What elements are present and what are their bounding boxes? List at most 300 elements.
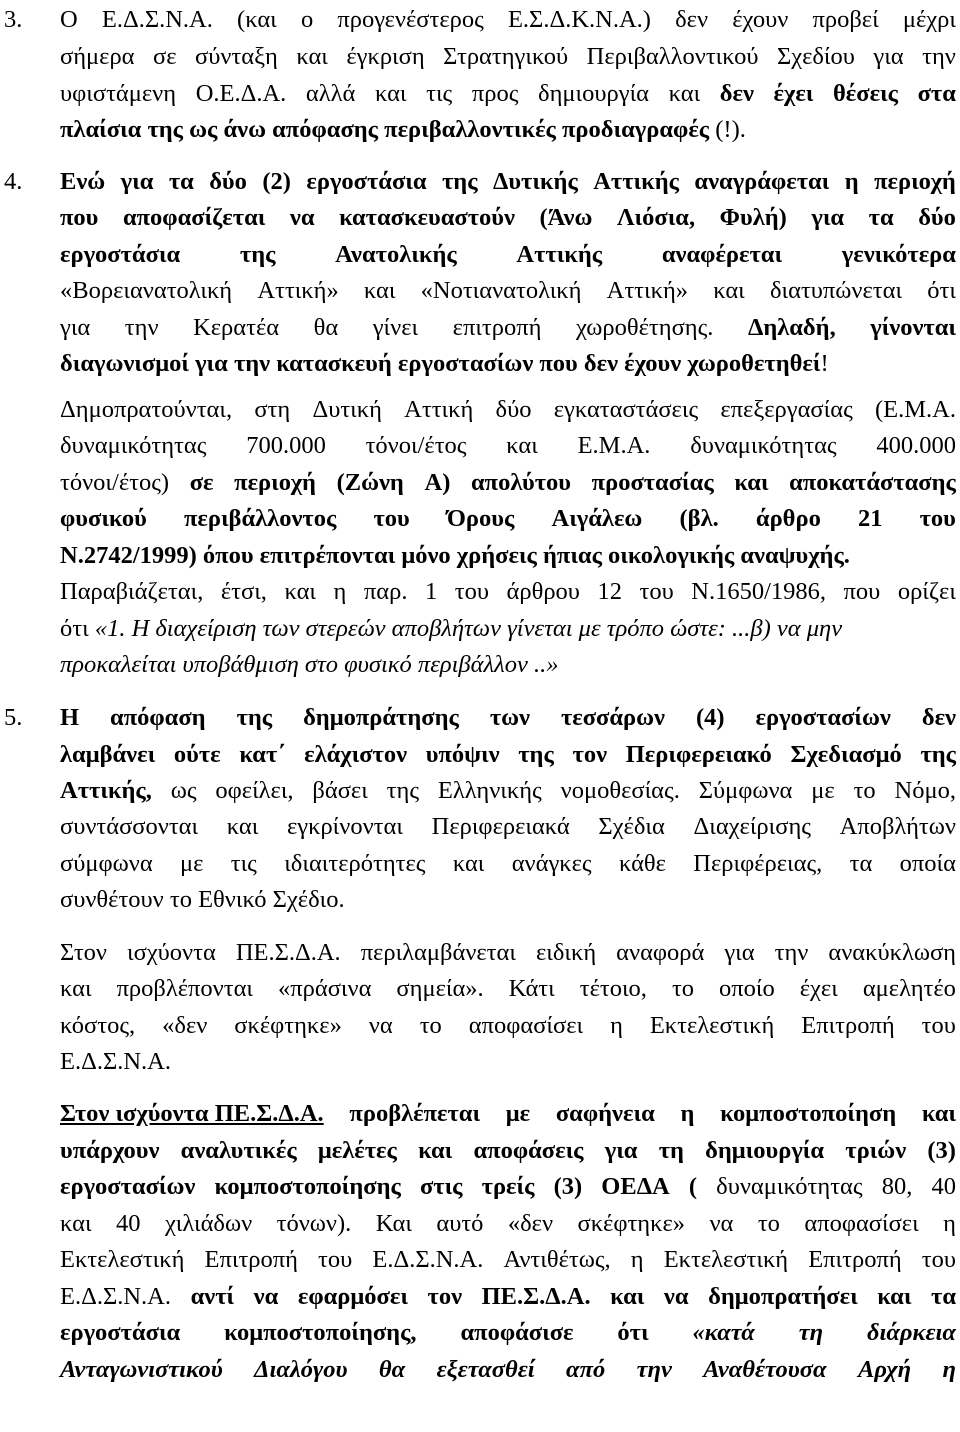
item-5-line-5 — [0, 846, 960, 882]
word: Δυτικής — [492, 168, 578, 195]
word: Επιτροπή — [801, 1012, 895, 1039]
word: κομποστοποίησης — [214, 1173, 401, 1200]
word: έχουν — [732, 6, 789, 33]
word: εφαρμόσει — [297, 1283, 408, 1310]
text-words — [60, 700, 956, 736]
word: επιτροπή — [452, 314, 542, 341]
word: χωροθέτησης. — [575, 314, 714, 341]
word: αποκατάστασης — [789, 469, 956, 496]
word: Αποβλήτων — [839, 813, 956, 840]
word: υπόψιν — [425, 741, 500, 768]
word: την — [774, 939, 809, 966]
word: για — [120, 168, 154, 195]
word: μελέτες — [317, 1137, 397, 1164]
word: (2) — [262, 168, 291, 195]
word: «Βορειανατολική — [60, 277, 233, 304]
word: δυναμικότητας — [716, 1173, 863, 1200]
word: Αττική» — [257, 277, 339, 304]
word: η — [942, 1356, 956, 1383]
word: ανακύκλωση — [828, 939, 956, 966]
word: δυναμικότητας — [60, 432, 207, 459]
word: δημοπράτησης — [303, 704, 459, 731]
word: γενικότερα — [841, 241, 956, 268]
word: Εκτελεστική — [60, 1246, 185, 1273]
word: Παραβιάζεται, — [60, 578, 204, 605]
word: 21 — [857, 505, 883, 532]
word: (3) — [927, 1137, 956, 1164]
text-words — [60, 164, 956, 200]
word: Σχέδια — [598, 813, 665, 840]
word: Περιφερειακό — [625, 741, 772, 768]
word: «δεν — [162, 1012, 208, 1039]
word: τις — [426, 80, 453, 107]
word: κομποστοποίησης, — [224, 1319, 417, 1346]
word: και — [877, 1283, 912, 1310]
item-5-p2-line-2 — [0, 971, 960, 1007]
word: Και — [375, 1210, 412, 1237]
word: τον — [427, 1283, 463, 1310]
word: έτσι, — [220, 578, 267, 605]
word: και — [418, 1137, 453, 1164]
word: Δυτική — [312, 396, 382, 423]
word: στα — [917, 80, 956, 107]
text-words — [60, 200, 956, 236]
word: δεν — [921, 704, 956, 731]
word: έχει — [799, 975, 838, 1002]
word: με — [179, 850, 204, 877]
word: αποφασίζεται — [122, 204, 266, 231]
word: και — [284, 578, 317, 605]
word: Κάτι — [508, 975, 555, 1002]
word: σκέφτηκε» — [577, 1210, 686, 1237]
item-4-line-1 — [0, 164, 960, 200]
word: νομοθεσίας. — [560, 777, 680, 804]
word: 1 — [424, 578, 438, 605]
word: Εκτελεστική — [663, 1246, 789, 1273]
word: το — [757, 1210, 780, 1237]
word: ούτε — [173, 741, 221, 768]
text-words — [60, 76, 956, 112]
word: σε — [153, 43, 177, 70]
word: εργοστασίων — [60, 1173, 196, 1200]
word: 700.000 — [246, 432, 326, 459]
word: τόνοι/έτος — [365, 432, 467, 459]
item-5-line-3 — [0, 773, 960, 809]
word: δύο — [495, 396, 532, 423]
text-words — [60, 273, 956, 309]
word: θα — [313, 314, 339, 341]
item-3-line-1 — [0, 2, 960, 38]
text: ! — [820, 350, 829, 377]
word: ορίζει — [897, 578, 956, 605]
text-words — [60, 237, 956, 273]
text: Ε.Δ.Σ.Ν.Α. — [60, 1048, 171, 1075]
word: σήμερα — [60, 43, 135, 70]
word: κομποστοποίηση — [720, 1100, 897, 1127]
word: για — [604, 1137, 638, 1164]
word: απολύτου — [471, 469, 572, 496]
text-words — [60, 1315, 956, 1351]
word: προβλέπονται — [116, 975, 254, 1002]
word: αυτό — [436, 1210, 484, 1237]
word: τόνων). — [276, 1210, 352, 1237]
word: Διαλόγου — [254, 1356, 348, 1383]
word: συντάσσονται — [60, 813, 199, 840]
word: και — [296, 43, 328, 70]
text-words — [60, 737, 956, 773]
item-5-number: 5. — [4, 704, 23, 731]
word: σαφήνεια — [555, 1100, 655, 1127]
word: Ανταγωνιστικού — [60, 1356, 223, 1383]
word: χιλιάδων — [164, 1210, 253, 1237]
item-3-line-2 — [0, 39, 960, 75]
word: φυσικού — [60, 505, 147, 532]
word: εργοστάσια — [60, 241, 181, 268]
word: οφείλει, — [215, 777, 294, 804]
word: δύο — [918, 204, 956, 231]
word: με — [811, 777, 835, 804]
word: τα — [868, 204, 894, 231]
text-words — [60, 1242, 956, 1278]
item-3-number: 3. — [4, 6, 23, 33]
word: Αναθέτουσα — [703, 1356, 827, 1383]
word: Ανατολικής — [335, 241, 457, 268]
word: ισχύοντα — [127, 939, 216, 966]
item-4-p2-line-5 — [0, 538, 960, 574]
word: αποφασίσει — [804, 1210, 919, 1237]
word: περιλαμβάνεται — [360, 939, 516, 966]
word: «Νοτιανατολική — [420, 277, 582, 304]
word: άρθρου — [506, 578, 580, 605]
word: σημεία». — [396, 975, 484, 1002]
bold-text: διαγωνισμοί για την κατασκευή εργοστασίων που δεν έχουν χωροθετηθεί — [60, 350, 821, 377]
word: Ενώ — [60, 168, 106, 195]
word: Η — [60, 704, 80, 731]
word: τις — [230, 850, 257, 877]
word: δημοπρατήσει — [708, 1283, 858, 1310]
word: και — [506, 432, 538, 459]
item-4-line-2 — [0, 200, 960, 236]
text-words — [60, 971, 956, 1007]
item-4-p2-line-1 — [0, 392, 960, 428]
italic-text: προκαλείται υποβάθμιση στο φυσικό περιβάλλον ..» — [60, 651, 559, 678]
word: έγκριση — [346, 43, 425, 70]
item-5-line-6 — [0, 882, 960, 918]
word: να — [368, 1012, 393, 1039]
item-4-p2-line-4 — [0, 501, 960, 537]
word: και — [374, 80, 407, 107]
word: προστασίας — [591, 469, 714, 496]
word: Εκτελεστική — [649, 1012, 775, 1039]
word: Αττικής, — [60, 777, 152, 804]
word: Αττικής — [516, 241, 603, 268]
item-5-line-1 — [0, 700, 960, 736]
word: 400.000 — [876, 432, 956, 459]
word: για — [873, 43, 904, 70]
word: του — [921, 1012, 956, 1039]
bold-text: πλαίσια της ως άνω απόφασης περιβαλλοντικές προδιαγραφές — [60, 116, 710, 143]
item-5-p2-line-1 — [0, 935, 960, 971]
word: μέχρι — [902, 6, 956, 33]
word: την — [636, 1356, 672, 1383]
word: για — [811, 204, 845, 231]
word: τέτοιο, — [579, 975, 647, 1002]
word: Ελληνικής — [437, 777, 542, 804]
word: και — [921, 1100, 956, 1127]
word: του — [919, 505, 956, 532]
word: εξετασθεί — [436, 1356, 535, 1383]
word: (βλ. — [679, 505, 719, 532]
word: διατυπώνεται — [769, 277, 903, 304]
word: Ε.Δ.Σ.Ν.Α. — [60, 1283, 171, 1310]
word: απόφαση — [110, 704, 206, 731]
word: Ο — [60, 6, 78, 33]
word: εγκρίνονται — [287, 813, 403, 840]
word: ανάγκες — [511, 850, 592, 877]
word: οποία — [899, 850, 956, 877]
word: τα — [849, 850, 873, 877]
text-words — [60, 39, 956, 75]
item-4-line-5 — [0, 310, 960, 346]
word: στη — [254, 396, 291, 423]
word: που — [843, 578, 881, 605]
word: του — [454, 578, 489, 605]
item-5-line-4 — [0, 809, 960, 845]
word: δυναμικότητας — [690, 432, 837, 459]
text-words — [60, 1133, 956, 1169]
word: αλλά — [305, 80, 356, 107]
italic-text: «1. Η διαχείριση των στερεών αποβλήτων γίνεται με τρόπο ώστε: ...β) να μην — [94, 615, 843, 642]
word: αποφάσισε — [460, 1319, 574, 1346]
word: ΠΕ.Σ.Δ.Α. — [481, 1283, 591, 1310]
bold-text: Ν.2742/1999) όπου επιτρέπονται μόνο χρήσεις ήπιας οικολογικής αναψυχής. — [60, 542, 850, 569]
word: σύνταξη — [194, 43, 278, 70]
item-5-line-2 — [0, 737, 960, 773]
text-words — [60, 846, 956, 882]
word: αναφορά — [616, 939, 705, 966]
text-words — [60, 501, 956, 537]
word: την — [124, 314, 159, 341]
word: εργοστασίων — [755, 704, 891, 731]
word: κάθε — [618, 850, 666, 877]
word: Ο.Ε.Δ.Α. — [195, 80, 287, 107]
word: η — [844, 168, 859, 195]
item-5-p3-line-3 — [0, 1169, 960, 1205]
word: και — [668, 80, 701, 107]
word: Νόμο, — [894, 777, 956, 804]
word: του — [921, 1246, 956, 1273]
item-4-line-4 — [0, 273, 960, 309]
word: Αττική — [404, 396, 474, 423]
word: ελάχιστον — [304, 741, 408, 768]
word: (3) — [553, 1173, 583, 1200]
word: και — [734, 469, 769, 496]
word: Επιτροπή — [808, 1246, 902, 1273]
word: Στον — [60, 939, 107, 966]
word: αναγράφεται — [694, 168, 830, 195]
word: εργοστάσια — [306, 168, 427, 195]
word: υπάρχουν — [60, 1137, 160, 1164]
text-words — [60, 465, 956, 501]
word: αμελητέο — [862, 975, 956, 1002]
word: τη — [658, 1137, 684, 1164]
word: άρθρο — [755, 505, 821, 532]
word: το — [419, 1012, 442, 1039]
word: «κατά — [692, 1319, 755, 1346]
word: σκέφτηκε» — [234, 1012, 342, 1039]
word: τόνοι/έτος) — [60, 469, 170, 496]
word: Δημοπρατούνται, — [60, 396, 233, 423]
text: ότι — [60, 615, 95, 642]
item-4-number: 4. — [4, 168, 23, 195]
word: (Ζώνη — [336, 469, 404, 496]
word: της — [386, 777, 420, 804]
word: θα — [378, 1356, 406, 1383]
word: να — [663, 1283, 689, 1310]
word: και — [713, 277, 745, 304]
word: διάρκεια — [867, 1319, 956, 1346]
word: της — [441, 168, 478, 195]
word: η — [680, 1100, 695, 1127]
item-4-p2-line-7 — [0, 611, 960, 647]
word: ( — [688, 1173, 698, 1200]
word: Επιτροπή — [204, 1246, 298, 1273]
word: ΠΕ.Σ.Δ.Α. — [235, 939, 341, 966]
text: (!). — [709, 116, 746, 143]
item-4-p2-line-6 — [0, 574, 960, 610]
word: Διαχείρισης — [693, 813, 811, 840]
item-4-p2-line-2 — [0, 428, 960, 464]
word: σε — [189, 469, 214, 496]
item-5-p3-line-1 — [0, 1096, 960, 1132]
item-4-p2-line-3 — [0, 465, 960, 501]
word: τα — [931, 1283, 956, 1310]
text-words — [60, 809, 956, 845]
word: Στρατηγικού — [443, 43, 569, 70]
item-4-p2-line-8 — [0, 647, 960, 683]
item-4-line-6 — [0, 346, 960, 382]
word: Φυλή) — [719, 204, 787, 231]
word: να — [709, 1210, 734, 1237]
word: λαμβάνει — [60, 741, 156, 768]
text-words — [60, 2, 956, 38]
word: και — [226, 813, 259, 840]
word: τριών — [845, 1137, 907, 1164]
word: αποφασίσει — [468, 1012, 584, 1039]
word: το — [671, 975, 695, 1002]
word: και — [60, 1210, 92, 1237]
word: «πράσινα — [278, 975, 372, 1002]
text-words — [60, 574, 956, 610]
word: 80, — [881, 1173, 913, 1200]
word: βάσει — [312, 777, 368, 804]
word: και — [610, 1283, 645, 1310]
word: (4) — [695, 704, 725, 731]
word: για — [60, 314, 91, 341]
word: γίνονται — [870, 314, 956, 341]
word: του — [639, 578, 674, 605]
word: από — [566, 1356, 606, 1383]
word: επεξεργασίας — [720, 396, 853, 423]
text-words — [60, 1206, 956, 1242]
word: να — [289, 204, 315, 231]
word: προβεί — [812, 6, 879, 33]
word: 40 — [116, 1210, 141, 1237]
word: παρ. — [363, 578, 408, 605]
word: Αντιθέτως, — [503, 1246, 611, 1273]
word: υφιστάμενη — [60, 80, 177, 107]
word: κόστος, — [60, 1012, 136, 1039]
word: ιδιαιτερότητες — [284, 850, 426, 877]
word: Αττική» — [606, 277, 689, 304]
text-words — [60, 1169, 956, 1205]
word: ότι — [927, 277, 956, 304]
text-words — [60, 428, 956, 464]
word: ότι — [617, 1319, 649, 1346]
word: Ε.Δ.Σ.Ν.Α. — [372, 1246, 484, 1273]
word: που — [60, 204, 99, 231]
text-words — [60, 1008, 956, 1044]
word: δεν — [719, 80, 754, 107]
word: Λιόσια, — [616, 204, 696, 231]
item-5-p3-line-7 — [0, 1315, 960, 1351]
word: Όρους — [446, 505, 515, 532]
word: της — [920, 741, 956, 768]
word: Ν.1650/1986, — [691, 578, 827, 605]
word: αναλυτικές — [180, 1137, 297, 1164]
word: Στον ισχύοντα ΠΕ.Σ.Δ.Α. — [60, 1100, 324, 1127]
word: των — [489, 704, 530, 731]
word: (Άνω — [539, 204, 593, 231]
text-words — [60, 392, 956, 428]
word: και — [452, 850, 485, 877]
word: ως — [170, 777, 197, 804]
word: κατ΄ — [239, 741, 286, 768]
word: η — [630, 1246, 644, 1273]
item-5-p2-line-4 — [0, 1044, 960, 1080]
word: προβλέπεται — [349, 1100, 481, 1127]
word: ο — [300, 6, 314, 33]
word: γίνει — [372, 314, 419, 341]
word: Σχεδιασμό — [790, 741, 902, 768]
word: Ε.Δ.Σ.Ν.Α. — [101, 6, 213, 33]
word: της — [239, 241, 276, 268]
word: να — [253, 1283, 279, 1310]
item-5-p3-line-4 — [0, 1206, 960, 1242]
word: στις — [419, 1173, 463, 1200]
word: τη — [798, 1319, 824, 1346]
word: τεσσάρων — [560, 704, 665, 731]
item-5-p3-line-8 — [0, 1352, 960, 1388]
word: τρείς — [481, 1173, 535, 1200]
item-5-p3-line-2 — [0, 1133, 960, 1169]
word: Αρχή — [858, 1356, 912, 1383]
word: Περιφερειακά — [431, 813, 570, 840]
word: Περιφέρειας, — [693, 850, 823, 877]
word: το — [853, 777, 876, 804]
word: Α) — [424, 469, 451, 496]
word: Κερατέα — [193, 314, 280, 341]
word: περιοχή — [874, 168, 956, 195]
word: προγενέστερος — [337, 6, 484, 33]
word: Αττικής — [593, 168, 679, 195]
word: δεν — [675, 6, 709, 33]
word: της — [236, 704, 273, 731]
word: Ε.Μ.Α. — [577, 432, 651, 459]
word: του — [318, 1246, 353, 1273]
word: αποφάσεις — [473, 1137, 584, 1164]
word: Ε.Σ.Δ.Κ.Ν.Α.) — [507, 6, 651, 33]
